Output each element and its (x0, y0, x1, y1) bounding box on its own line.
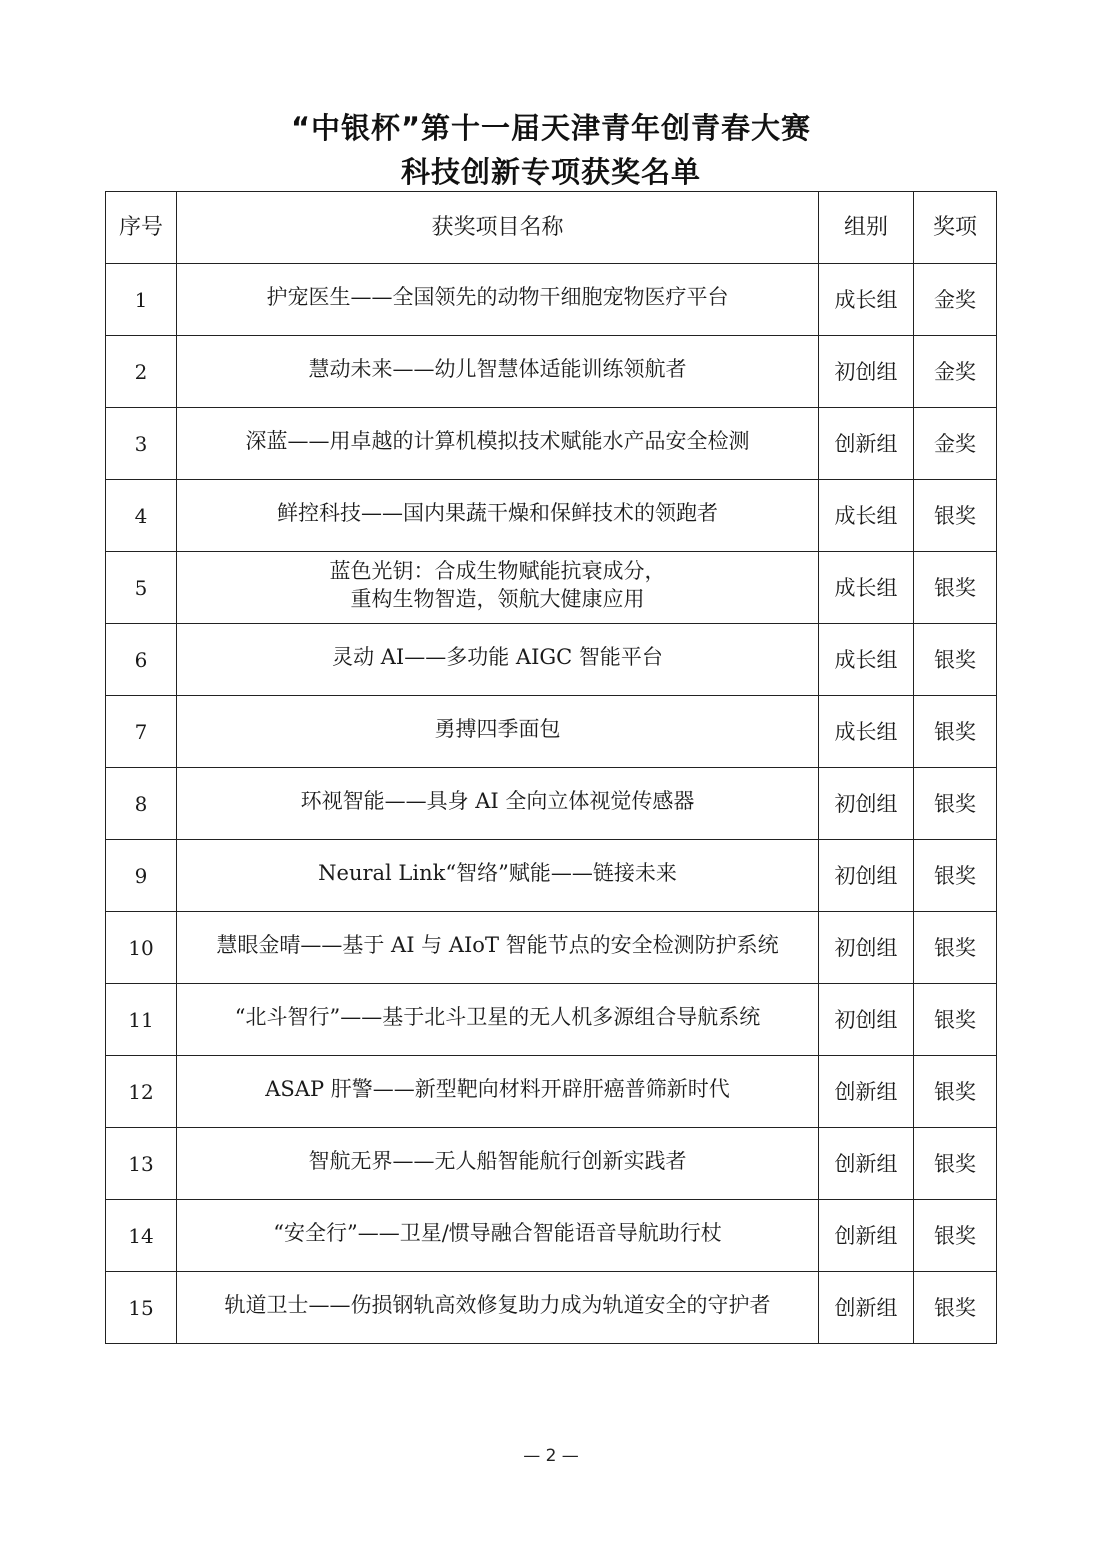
table-row (106, 984, 997, 1056)
project-name-line: 慧动未来——幼儿智慧体适能训练领航者 (308, 356, 687, 381)
row-group: 创新组 (819, 1272, 914, 1344)
project-name-line: “北斗智行”——基于北斗卫星的无人机多源组合导航系统 (234, 1004, 761, 1029)
row-number: 14 (106, 1200, 177, 1272)
table-row (106, 1056, 997, 1128)
row-award: 银奖 (914, 768, 997, 840)
project-name-line: 轨道卫士——伤损钢轨高效修复助力成为轨道安全的守护者 (224, 1292, 771, 1317)
table-row (106, 1272, 997, 1344)
row-award: 银奖 (914, 1200, 997, 1272)
row-group: 初创组 (819, 984, 914, 1056)
row-number: 10 (106, 912, 177, 984)
row-group: 初创组 (819, 768, 914, 840)
row-number: 13 (106, 1128, 177, 1200)
row-project-name (177, 264, 819, 336)
project-name-line: 护宠医生——全国领先的动物干细胞宠物医疗平台 (266, 284, 729, 309)
row-number: 11 (106, 984, 177, 1056)
project-name-line: 慧眼金晴——基于 AI 与 AIoT 智能节点的安全检测防护系统 (216, 932, 779, 957)
row-project-name (177, 696, 819, 768)
row-group: 初创组 (819, 840, 914, 912)
row-project-name (177, 408, 819, 480)
row-group: 创新组 (819, 1056, 914, 1128)
row-number: 12 (106, 1056, 177, 1128)
project-name-line: ASAP 肝警——新型靶向材料开辟肝癌普筛新时代 (265, 1076, 730, 1101)
row-number: 1 (106, 264, 177, 336)
table-row (106, 264, 997, 336)
row-number: 5 (106, 552, 177, 624)
document-title-line-2: 科技创新专项获奖名单 (400, 155, 701, 189)
row-project-name (177, 336, 819, 408)
row-group: 创新组 (819, 408, 914, 480)
row-project-name (177, 480, 819, 552)
project-name-line: 智航无界——无人船智能航行创新实践者 (308, 1148, 687, 1173)
project-name-line: 蓝色光钥：合成生物赋能抗衰成分， (329, 558, 666, 583)
project-name-line: 环视智能——具身 AI 全向立体视觉传感器 (300, 788, 695, 813)
table-row (106, 1128, 997, 1200)
project-name-line: 灵动 AI——多功能 AIGC 智能平台 (332, 644, 663, 669)
table-row (106, 912, 997, 984)
row-project-name (177, 1272, 819, 1344)
row-award: 金奖 (914, 264, 997, 336)
row-project-name (177, 552, 819, 624)
row-group: 创新组 (819, 1200, 914, 1272)
row-number: 7 (106, 696, 177, 768)
row-project-name (177, 1056, 819, 1128)
row-project-name (177, 1128, 819, 1200)
row-project-name (177, 912, 819, 984)
row-award: 金奖 (914, 336, 997, 408)
header-group: 组别 (819, 192, 914, 264)
row-award: 银奖 (914, 1056, 997, 1128)
row-award: 银奖 (914, 624, 997, 696)
row-project-name (177, 768, 819, 840)
row-number: 9 (106, 840, 177, 912)
row-project-name (177, 1200, 819, 1272)
row-award: 金奖 (914, 408, 997, 480)
row-award: 银奖 (914, 840, 997, 912)
row-number: 3 (106, 408, 177, 480)
row-project-name (177, 624, 819, 696)
project-name-line: 鲜控科技——国内果蔬干燥和保鲜技术的领跑者 (277, 500, 718, 525)
row-award: 银奖 (914, 984, 997, 1056)
row-group: 成长组 (819, 264, 914, 336)
table-row (106, 624, 997, 696)
project-name-line: 深蓝——用卓越的计算机模拟技术赋能水产品安全检测 (245, 428, 750, 453)
row-award: 银奖 (914, 912, 997, 984)
header-award: 奖项 (914, 192, 997, 264)
table-header-row (106, 192, 997, 264)
table-row (106, 840, 997, 912)
table-row (106, 336, 997, 408)
row-award: 银奖 (914, 1272, 997, 1344)
table-body (106, 264, 997, 1344)
row-group: 成长组 (819, 624, 914, 696)
page-number: — 2 — (523, 1446, 579, 1466)
row-group: 初创组 (819, 336, 914, 408)
awards-table (105, 191, 997, 1344)
project-name-line: “安全行”——卫星/惯导融合智能语音导航助行杖 (273, 1220, 722, 1245)
row-project-name (177, 840, 819, 912)
header-number: 序号 (106, 192, 177, 264)
row-group: 成长组 (819, 480, 914, 552)
row-group: 成长组 (819, 552, 914, 624)
table-row (106, 1200, 997, 1272)
row-award: 银奖 (914, 552, 997, 624)
row-group: 初创组 (819, 912, 914, 984)
row-number: 4 (106, 480, 177, 552)
row-award: 银奖 (914, 1128, 997, 1200)
project-name-line: 重构生物智造，领航大健康应用 (350, 586, 645, 611)
row-award: 银奖 (914, 480, 997, 552)
row-number: 2 (106, 336, 177, 408)
table-row (106, 408, 997, 480)
header-project-name: 获奖项目名称 (177, 192, 819, 264)
document-title-line-1: “中银杯”第十一届天津青年创青春大赛 (290, 111, 812, 145)
table-row (106, 768, 997, 840)
row-award: 银奖 (914, 696, 997, 768)
table-row (106, 696, 997, 768)
row-number: 6 (106, 624, 177, 696)
project-name-line: 勇搏四季面包 (434, 716, 561, 741)
row-number: 8 (106, 768, 177, 840)
row-group: 创新组 (819, 1128, 914, 1200)
row-group: 成长组 (819, 696, 914, 768)
table-row (106, 552, 997, 624)
table-row (106, 480, 997, 552)
row-project-name (177, 984, 819, 1056)
project-name-line: Neural Link“智络”赋能——链接未来 (318, 860, 677, 885)
row-number: 15 (106, 1272, 177, 1344)
